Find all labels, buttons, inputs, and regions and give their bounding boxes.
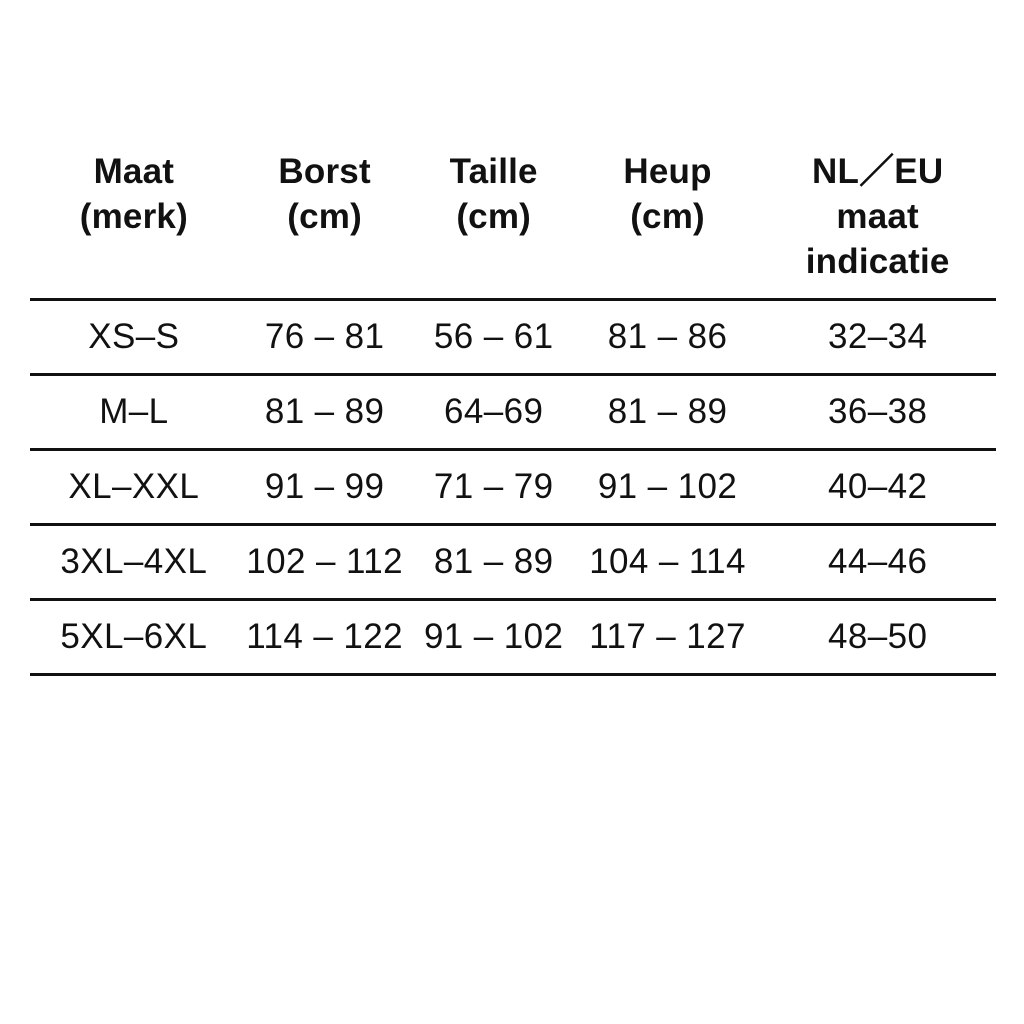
cell-hip: 117 – 127 [576,600,760,675]
cell-waist: 91 – 102 [412,600,576,675]
size-table-container [30,150,996,676]
column-header-maat-line-2: (merk) [79,196,188,236]
column-header-maat [30,150,238,300]
column-header-borst-line-2: (cm) [287,196,362,236]
cell-size: 5XL–6XL [30,600,238,675]
column-header-heup [576,150,760,300]
cell-waist: 81 – 89 [412,525,576,600]
table-header [30,150,996,300]
cell-size: 3XL–4XL [30,525,238,600]
cell-nl-eu: 44–46 [759,525,996,600]
column-header-taille-line-1: Taille [449,152,538,191]
cell-nl-eu: 36–38 [759,375,996,450]
table-row [30,600,996,675]
table-row [30,450,996,525]
cell-chest: 114 – 122 [238,600,412,675]
column-header-taille [412,150,576,300]
cell-waist: 56 – 61 [412,300,576,375]
cell-nl-eu: 40–42 [759,450,996,525]
column-header-nl-eu [759,150,996,300]
cell-size: XL–XXL [30,450,238,525]
cell-chest: 91 – 99 [238,450,412,525]
table-body [30,300,996,675]
cell-hip: 81 – 89 [576,375,760,450]
cell-size: XS–S [30,300,238,375]
cell-hip: 81 – 86 [576,300,760,375]
column-header-taille-line-2: (cm) [456,196,532,236]
cell-hip: 91 – 102 [576,450,760,525]
column-header-nl-eu-line-2: maat [836,196,919,236]
cell-nl-eu: 48–50 [759,600,996,675]
column-header-heup-line-2: (cm) [630,196,705,236]
cell-chest: 102 – 112 [238,525,412,600]
cell-waist: 64–69 [412,375,576,450]
column-header-nl-eu-line-1: NL／EU [812,152,944,191]
column-header-maat-line-1: Maat [93,152,175,191]
column-header-borst-line-1: Borst [278,152,371,191]
table-row [30,525,996,600]
column-header-borst [238,150,412,300]
header-row [30,150,996,300]
cell-chest: 81 – 89 [238,375,412,450]
cell-nl-eu: 32–34 [759,300,996,375]
column-header-heup-line-1: Heup [623,152,712,191]
table-row [30,300,996,375]
column-header-nl-eu-line-3: indicatie [805,241,950,281]
cell-waist: 71 – 79 [412,450,576,525]
cell-chest: 76 – 81 [238,300,412,375]
size-table [30,150,996,676]
cell-hip: 104 – 114 [576,525,760,600]
table-row [30,375,996,450]
cell-size: M–L [30,375,238,450]
